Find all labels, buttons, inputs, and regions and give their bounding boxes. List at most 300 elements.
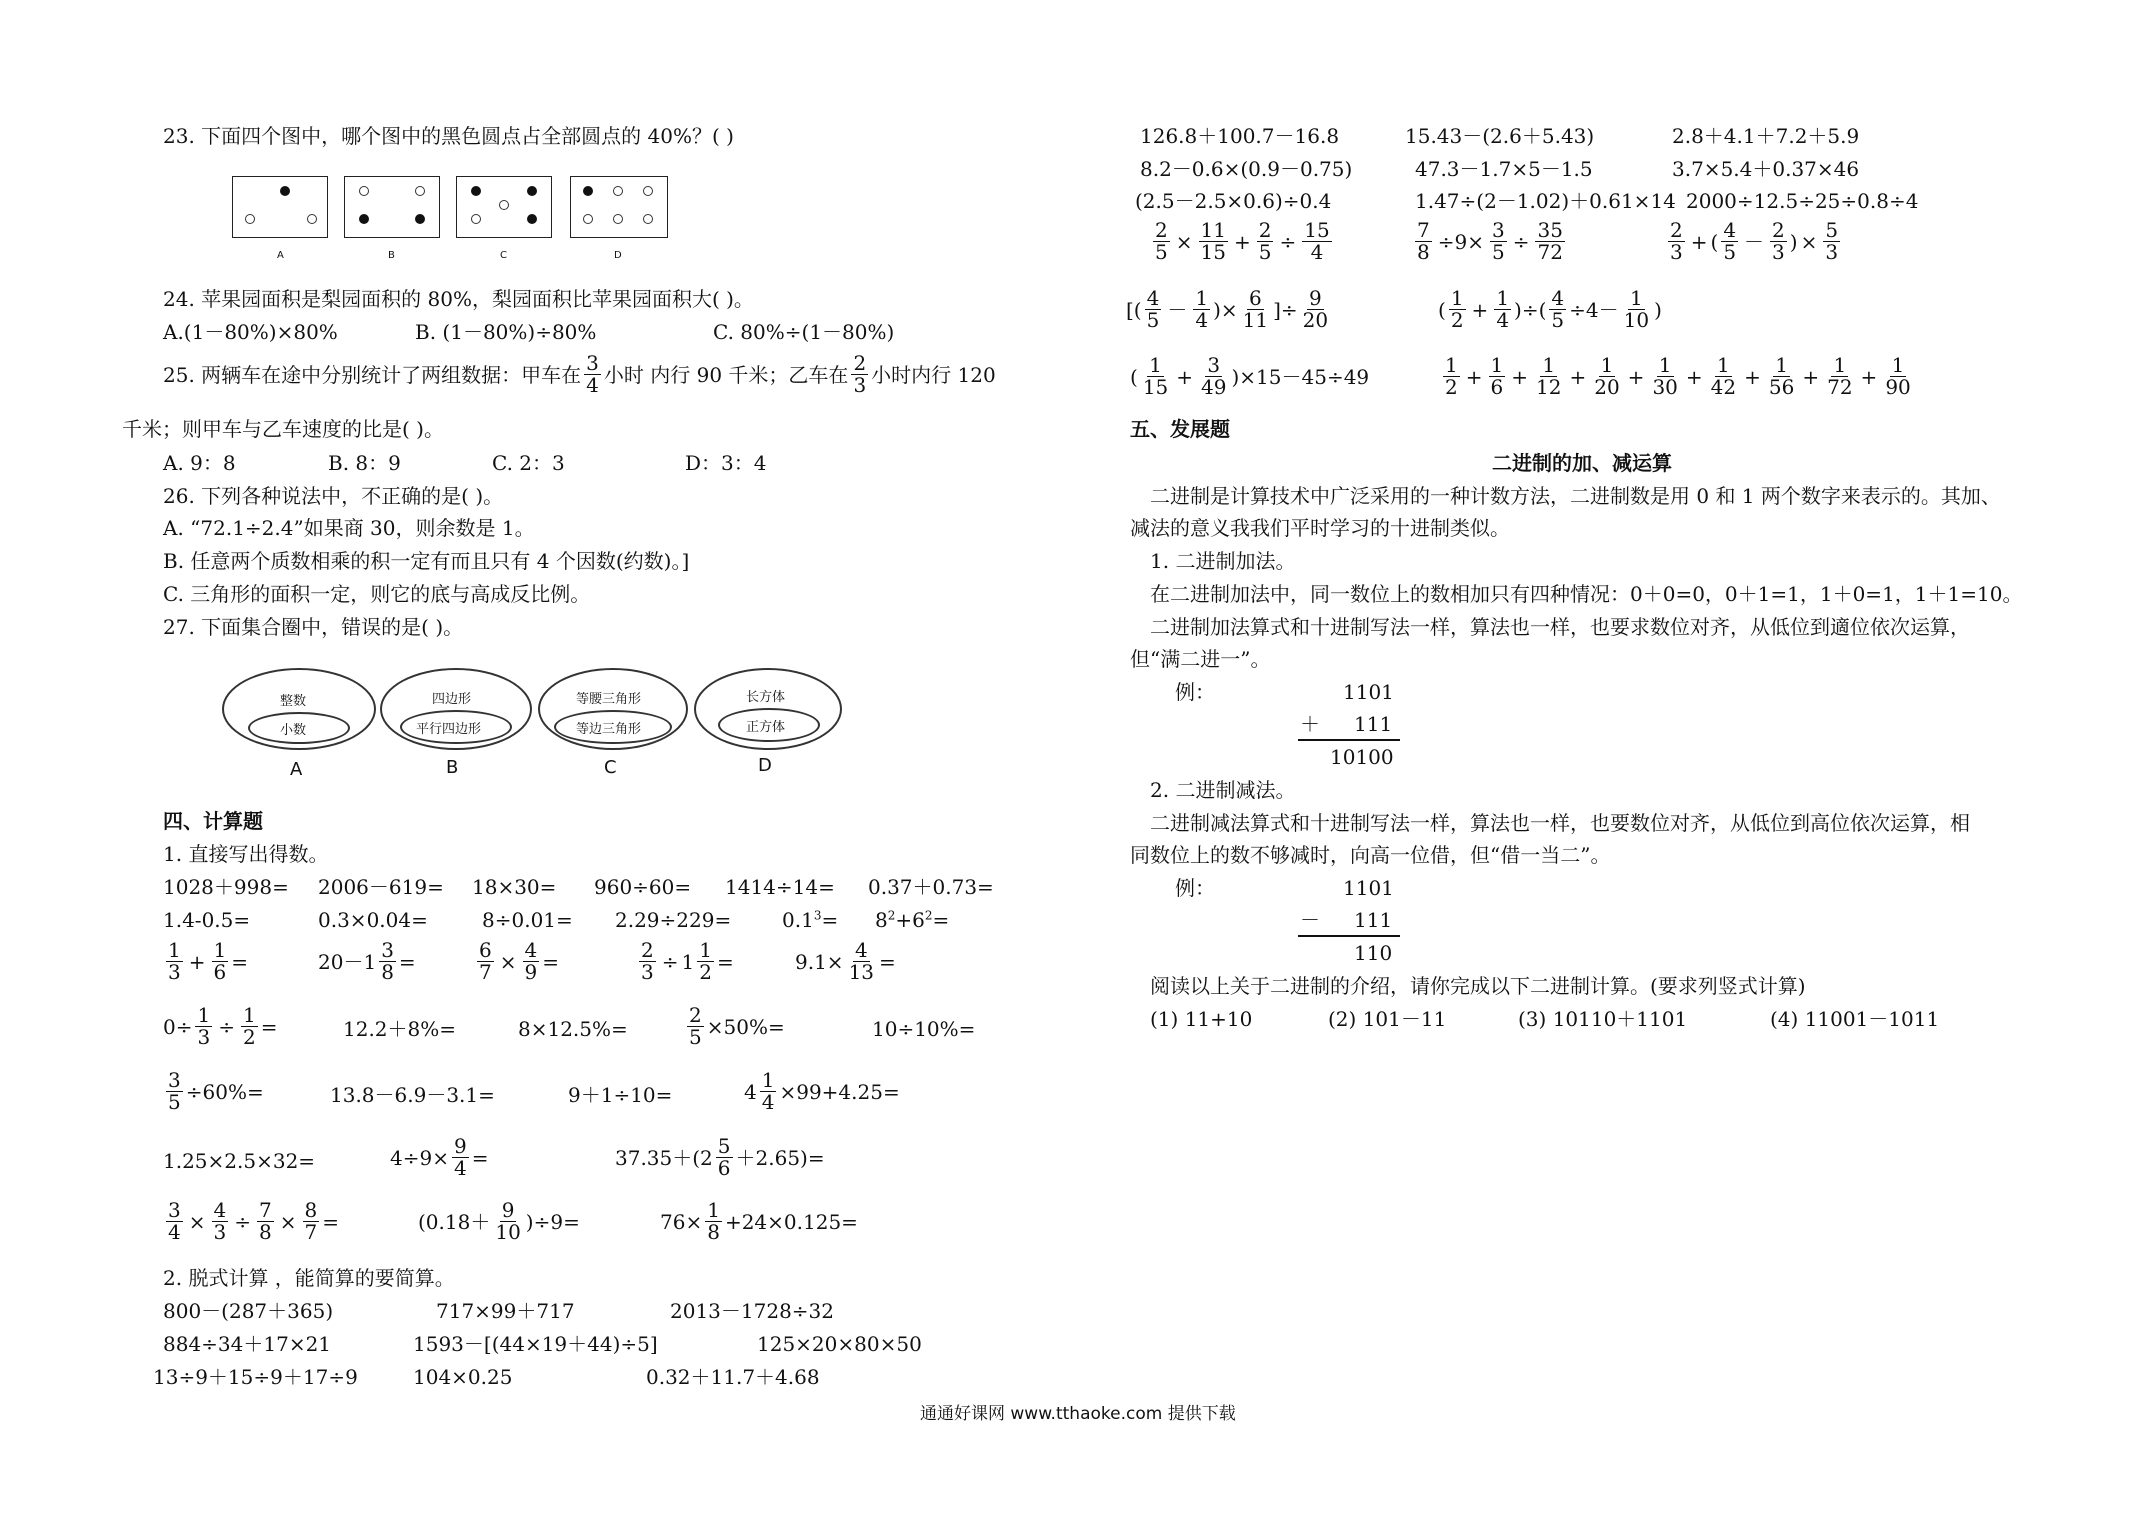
denominator: 11 <box>1242 308 1269 332</box>
calc-item: 47.3－1.7×5－1.5 <box>1415 157 1593 181</box>
numerator: 1 <box>1490 353 1504 377</box>
fraction <box>523 940 540 983</box>
calc-item <box>418 1200 580 1243</box>
black-dot <box>280 186 290 196</box>
section-5-title: 五、发展题 <box>1130 417 1230 441</box>
term: ÷60%= <box>185 1079 264 1104</box>
equals: = <box>821 908 839 932</box>
numerator: 1 <box>1630 286 1643 310</box>
denominator: 3 <box>853 373 867 397</box>
denominator: 5 <box>1146 308 1160 332</box>
fraction <box>493 1200 522 1243</box>
denominator: 72 <box>1537 240 1563 264</box>
set-circle-d <box>694 668 842 750</box>
equals: = <box>716 949 734 974</box>
operator: ÷ <box>661 949 679 974</box>
subsection-1-title: 1. 直接写出得数。 <box>163 842 329 866</box>
denominator: 5 <box>168 1090 181 1114</box>
binary-heading: 二进制的加、减运算 <box>1492 451 1672 475</box>
dice-d <box>570 176 668 238</box>
dice-c <box>456 176 552 238</box>
numerator: 3 <box>168 1068 181 1092</box>
calc-item-power <box>782 909 838 931</box>
numerator: 1 <box>213 938 227 962</box>
term: +6 <box>895 908 925 932</box>
subtraction-top: 1101 <box>1343 876 1394 900</box>
fraction <box>452 1136 469 1179</box>
denominator: 3 <box>168 960 181 984</box>
outer-set-label: 四边形 <box>432 692 472 707</box>
fraction <box>1825 355 1854 398</box>
operator: + <box>1860 364 1878 389</box>
set-label-b: B <box>446 757 459 778</box>
q25-part1: 25. 两辆车在途中分别统计了两组数据：甲车在 <box>163 362 582 387</box>
fraction <box>1770 220 1787 263</box>
subsection-title: 1. 二进制加法。 <box>1150 549 1296 573</box>
denominator: 3 <box>1772 240 1785 264</box>
numerator: 2 <box>853 351 867 375</box>
numerator: 9 <box>1309 286 1322 310</box>
calc-item <box>684 1005 785 1048</box>
fraction <box>687 1005 704 1048</box>
outer-set-label: 整数 <box>280 694 307 709</box>
denominator: 13 <box>848 960 875 984</box>
operator: )× <box>1213 297 1238 322</box>
numerator: 9 <box>453 1134 467 1158</box>
fraction <box>1534 355 1563 398</box>
fraction <box>1668 220 1685 263</box>
dice-label: B <box>388 250 395 261</box>
calc-item <box>1438 288 1662 331</box>
calc-item <box>390 1136 488 1179</box>
denominator: 5 <box>689 1025 702 1049</box>
fraction <box>1622 288 1651 331</box>
fraction <box>1592 355 1621 398</box>
denominator: 8 <box>707 1220 720 1244</box>
operator: ÷9× <box>1437 229 1484 254</box>
numerator: 1 <box>1445 353 1458 377</box>
calc-item: 1.25×2.5×32= <box>163 1149 316 1173</box>
operator: )÷( <box>1514 297 1547 322</box>
exponent: 2 <box>887 908 896 923</box>
calc-item: 2006－619= <box>318 875 444 899</box>
numerator: 5 <box>717 1134 731 1158</box>
denominator: 3 <box>1670 240 1683 264</box>
numerator: 4 <box>1723 218 1737 242</box>
numerator: 1 <box>1542 353 1556 377</box>
fraction <box>1415 220 1432 263</box>
numerator: 2 <box>641 938 654 962</box>
subtraction-operator: － <box>1300 908 1320 932</box>
fraction <box>1193 288 1210 331</box>
calc-item <box>1150 220 1335 263</box>
calc-item: 12.2＋8%= <box>343 1017 457 1041</box>
inner-set-label: 平行四边形 <box>416 722 482 737</box>
calc-item <box>1130 355 1369 398</box>
operator: × <box>1175 229 1193 254</box>
numerator: 2 <box>1155 218 1168 242</box>
inner-set-label: 等边三角形 <box>576 722 642 737</box>
calc-item: (2.5－2.5×0.6)÷0.4 <box>1135 189 1332 213</box>
q25-line2: 千米；则甲车与乙车速度的比是( )。 <box>122 417 444 441</box>
calc-item <box>636 940 734 983</box>
calc-item: 13÷9＋15÷9＋17÷9 <box>153 1365 358 1389</box>
q24-text: 24. 苹果园面积是梨园面积的 80%，梨园面积比苹果园面积大( )。 <box>163 287 754 311</box>
calc-item <box>474 940 559 983</box>
paragraph-line: 减法的意义我我们平时学习的十进制类似。 <box>1130 516 1510 540</box>
black-dot <box>527 214 537 224</box>
binary-task: (3) 10110＋1101 <box>1518 1007 1688 1031</box>
calc-item <box>744 1070 900 1113</box>
fraction <box>1535 220 1564 263</box>
denominator: 15 <box>1200 240 1226 264</box>
subtraction-rule <box>1298 935 1400 937</box>
q26-option-b: B. 任意两个质数相乘的积一定有而且只有 4 个因数(约数)。] <box>163 549 690 573</box>
numerator: 3 <box>168 1198 181 1222</box>
numerator: 1 <box>1717 353 1730 377</box>
calc-item: 2013－1728÷32 <box>670 1299 835 1323</box>
calc-item: 1028＋998= <box>163 875 289 899</box>
denominator: 5 <box>1155 240 1168 264</box>
numerator: 4 <box>854 938 868 962</box>
q26-option-a: A. “72.1÷2.4”如果商 30，则余数是 1。 <box>163 516 535 540</box>
operator: + <box>1627 364 1645 389</box>
dice-label: A <box>277 250 284 261</box>
denominator: 5 <box>1723 240 1737 264</box>
denominator: 15 <box>1142 375 1169 399</box>
denominator: 49 <box>1201 375 1227 399</box>
black-dot <box>471 186 481 196</box>
operator: ÷4－ <box>1569 297 1619 322</box>
term: 20－1 <box>318 949 377 974</box>
exponent: 3 <box>813 908 822 923</box>
term: 0÷ <box>163 1014 193 1039</box>
fraction <box>1301 288 1330 331</box>
numerator: 1 <box>168 938 181 962</box>
q25-option-d: D：3：4 <box>685 451 767 475</box>
denominator: 3 <box>197 1025 211 1049</box>
numerator: 2 <box>689 1003 702 1027</box>
denominator: 5 <box>1258 240 1272 264</box>
equals: = <box>260 1014 278 1039</box>
paragraph-line: 二进制是计算技术中广泛采用的一种计数方法，二进制数是用 0 和 1 两个数字来表示的。其加、 <box>1150 484 2001 508</box>
white-dot <box>643 186 653 196</box>
denominator: 4 <box>586 373 599 397</box>
subtraction-bottom: 111 <box>1354 908 1393 932</box>
numerator: 7 <box>1417 218 1430 242</box>
fraction <box>1449 288 1466 331</box>
numerator: 1 <box>1891 353 1905 377</box>
numerator: 15 <box>1304 218 1330 242</box>
fraction <box>1302 220 1331 263</box>
addition-operator: ＋ <box>1300 712 1320 736</box>
fraction <box>716 1136 733 1179</box>
operator: + <box>1233 229 1251 254</box>
set-circle-a <box>222 668 376 750</box>
paren: ( <box>1710 229 1719 254</box>
q24-option-b: B. (1－80%)÷80% <box>415 320 597 344</box>
denominator: 4 <box>168 1220 181 1244</box>
fraction <box>166 940 183 983</box>
calc-item: 125×20×80×50 <box>757 1332 922 1356</box>
denominator: 8 <box>259 1220 272 1244</box>
whole-number: 4 <box>744 1079 757 1104</box>
example-label: 例： <box>1175 680 1215 704</box>
white-dot <box>415 186 425 196</box>
operator: + <box>188 949 206 974</box>
denominator: 4 <box>1496 308 1510 332</box>
operator: + <box>1744 364 1761 389</box>
subsection-2-title: 2. 脱式计算 ，能简算的要简算。 <box>163 1266 455 1290</box>
denominator: 2 <box>1450 308 1464 332</box>
outer-set-label: 等腰三角形 <box>576 692 642 707</box>
dice-b <box>344 176 440 238</box>
set-circle-c <box>538 668 688 750</box>
black-dot <box>527 186 537 196</box>
calc-item: 884÷34＋17×21 <box>163 1332 332 1356</box>
white-dot <box>307 214 317 224</box>
q25-line1 <box>163 353 996 396</box>
calc-item: 8×12.5%= <box>518 1017 628 1041</box>
binary-task: (2) 101－11 <box>1328 1007 1447 1031</box>
calc-item: 2000÷12.5÷25÷0.8÷4 <box>1686 189 1919 213</box>
q23-text: 23. 下面四个图中，哪个图中的黑色圆点占全部圆点的 40%？( ) <box>163 124 734 148</box>
equals: = <box>322 1209 339 1234</box>
operator: + <box>1685 364 1703 389</box>
white-dot <box>471 214 481 224</box>
q26-text: 26. 下列各种说法中，不正确的是( )。 <box>163 484 504 508</box>
numerator: 35 <box>1537 218 1563 242</box>
fraction <box>1199 355 1228 398</box>
denominator: 4 <box>1195 308 1209 332</box>
numerator: 8 <box>304 1198 318 1222</box>
denominator: 3 <box>1825 240 1839 264</box>
numerator: 2 <box>1670 218 1683 242</box>
denominator: 10 <box>495 1220 521 1244</box>
denominator: 4 <box>761 1090 775 1114</box>
operator: × <box>499 949 517 974</box>
numerator: 1 <box>197 1003 211 1027</box>
operator: ÷ <box>1279 229 1297 254</box>
numerator: 1 <box>1833 353 1847 377</box>
numerator: 1 <box>707 1198 720 1222</box>
denominator: 6 <box>213 960 227 984</box>
term: 9.1× <box>795 949 844 974</box>
calc-item: 960÷60= <box>594 875 692 899</box>
operator: + <box>1176 364 1194 389</box>
calc-item <box>1665 220 1843 263</box>
white-dot <box>613 186 623 196</box>
dice-label: D <box>614 250 622 261</box>
fraction <box>1823 220 1840 263</box>
paragraph-line: 阅读以上关于二进制的介绍，请你完成以下二进制计算。(要求列竖式计算) <box>1150 974 1806 998</box>
equals: = <box>471 1145 489 1170</box>
section-4-title: 四、计算题 <box>163 809 263 833</box>
q25-part3: 小时内行 120 <box>871 362 996 387</box>
calc-item: 3.7×5.4＋0.37×46 <box>1672 157 1860 181</box>
white-dot <box>499 200 509 210</box>
denominator: 12 <box>1536 375 1562 399</box>
addition-result: 10100 <box>1330 745 1394 769</box>
term: (0.18＋ <box>418 1209 491 1234</box>
operator: + <box>1511 364 1528 389</box>
fraction <box>1489 355 1506 398</box>
numerator: 3 <box>381 938 394 962</box>
fraction <box>1490 220 1507 263</box>
denominator: 5 <box>1551 308 1565 332</box>
fraction <box>1650 355 1679 398</box>
q25-part2: 小时 内行 90 千米；乙车在 <box>603 362 849 387</box>
calc-item: 717×99＋717 <box>436 1299 575 1323</box>
dice-label: C <box>500 250 507 261</box>
binary-task: (4) 11001－1011 <box>1770 1007 1940 1031</box>
numerator: 9 <box>501 1198 515 1222</box>
white-dot <box>583 214 593 224</box>
fraction <box>195 1005 212 1048</box>
fraction <box>705 1200 722 1243</box>
q27-text: 27. 下面集合圈中，错误的是( )。 <box>163 615 464 639</box>
equals: = <box>231 949 248 974</box>
calc-item <box>615 1136 825 1179</box>
denominator: 42 <box>1710 375 1737 399</box>
calc-item <box>163 940 248 983</box>
calc-item: 800－(287＋365) <box>163 1299 334 1323</box>
q24-option-a: A.(1－80%)×80% <box>163 320 338 344</box>
calc-item: 126.8＋100.7－16.8 <box>1140 124 1340 148</box>
q26-option-c: C. 三角形的面积一定，则它的底与高成反比例。 <box>163 582 591 606</box>
numerator: 4 <box>1146 286 1160 310</box>
black-dot <box>583 186 593 196</box>
denominator: 4 <box>1310 240 1324 264</box>
denominator: 90 <box>1885 375 1911 399</box>
addition-top: 1101 <box>1343 680 1394 704</box>
calc-item: 1593－[(44×19＋44)÷5] <box>413 1332 658 1356</box>
fraction <box>166 1070 183 1113</box>
fraction <box>212 1200 229 1243</box>
term: ×99+4.25= <box>779 1079 900 1104</box>
outer-set-label: 长方体 <box>746 690 786 705</box>
calc-item: 104×0.25 <box>413 1365 513 1389</box>
set-label-a: A <box>290 759 303 780</box>
term: )×15－45÷49 <box>1231 364 1370 389</box>
calc-item: 9＋1÷10= <box>568 1083 673 1107</box>
equals: = <box>879 949 896 974</box>
calc-item: 15.43－(2.6＋5.43) <box>1405 124 1595 148</box>
black-dot <box>415 214 425 224</box>
calc-item <box>660 1200 858 1243</box>
numerator: 1 <box>1600 353 1614 377</box>
calc-item: 0.37＋0.73= <box>868 875 994 899</box>
calc-item: 0.3×0.04= <box>318 908 428 932</box>
fraction <box>379 940 396 983</box>
set-label-c: C <box>604 757 617 778</box>
fraction <box>1883 355 1912 398</box>
subtraction-result: 110 <box>1354 941 1393 965</box>
fraction <box>1145 288 1162 331</box>
term: +24×0.125= <box>724 1209 858 1234</box>
numerator: 1 <box>1450 286 1464 310</box>
paren: ( <box>1438 297 1446 322</box>
calc-item <box>163 1005 277 1048</box>
equals: = <box>398 949 416 974</box>
fraction <box>1141 355 1170 398</box>
exponent: 2 <box>924 908 933 923</box>
fraction <box>1549 288 1566 331</box>
operator: + <box>1802 364 1820 389</box>
numerator: 1 <box>242 1003 256 1027</box>
numerator: 4 <box>1551 286 1565 310</box>
numerator: 1 <box>1496 286 1510 310</box>
paragraph-line: 同数位上的数不够减时，向高一位借，但“借一当二”。 <box>1130 843 1611 867</box>
fraction <box>166 1200 183 1243</box>
paragraph-line: 在二进制加法中，同一数位上的数相加只有四种情况：0＋0=0，0＋1=1，1＋0=1，1＋1=10。 <box>1150 582 2023 606</box>
q25-option-c: C. 2：3 <box>492 451 565 475</box>
denominator: 2 <box>1445 375 1458 399</box>
fraction <box>847 940 876 983</box>
denominator: 30 <box>1652 375 1678 399</box>
numerator: 1 <box>1195 286 1209 310</box>
calc-item: 1414÷14= <box>725 875 835 899</box>
calc-item: 18×30= <box>472 875 557 899</box>
calc-item <box>163 1070 264 1113</box>
numerator: 6 <box>1249 286 1262 310</box>
addition-bottom: 111 <box>1354 712 1393 736</box>
calc-item: 1.4-0.5= <box>163 908 251 932</box>
numerator: 1 <box>761 1068 775 1092</box>
denominator: 3 <box>641 960 654 984</box>
calc-item: 10÷10%= <box>872 1017 976 1041</box>
whole-number: 1 <box>681 949 695 974</box>
term: ＋2.65)= <box>735 1145 825 1170</box>
bracket: [( <box>1126 297 1142 322</box>
example-label: 例： <box>1175 876 1215 900</box>
operator: ÷ <box>218 1014 235 1039</box>
white-dot <box>643 214 653 224</box>
calc-item: 13.8－6.9－3.1= <box>330 1083 495 1107</box>
fraction <box>1721 220 1738 263</box>
operator: ÷ <box>1512 229 1530 254</box>
denominator: 5 <box>1491 240 1505 264</box>
equals: = <box>542 949 559 974</box>
calc-item <box>163 1200 339 1243</box>
q25-option-b: B. 8：9 <box>328 451 401 475</box>
numerator: 2 <box>1772 218 1785 242</box>
fraction <box>303 1200 320 1243</box>
calc-item <box>318 940 416 983</box>
white-dot <box>359 186 369 196</box>
calc-item: 1.47÷(2－1.02)＋0.61×14 <box>1415 189 1676 213</box>
fraction <box>212 940 229 983</box>
operator: + <box>1471 297 1489 322</box>
numerator: 1 <box>1149 353 1162 377</box>
base: 0.1 <box>782 908 814 932</box>
q25-option-a: A. 9：8 <box>163 451 236 475</box>
fraction <box>257 1200 274 1243</box>
calc-item: 8÷0.01= <box>482 908 573 932</box>
denominator: 6 <box>1490 375 1504 399</box>
operator: + <box>1465 364 1483 389</box>
paragraph-line: 但“满二进一”。 <box>1130 647 1271 671</box>
term: 37.35＋(2 <box>615 1145 713 1170</box>
fraction <box>1767 355 1796 398</box>
term: ×50%= <box>706 1014 785 1039</box>
operator: × <box>1800 229 1818 254</box>
subsection-title: 2. 二进制减法。 <box>1150 778 1296 802</box>
fraction <box>697 940 714 983</box>
fraction <box>241 1005 258 1048</box>
paren: ) <box>1654 297 1662 322</box>
calc-item: 8.2－0.6×(0.9－0.75) <box>1140 157 1353 181</box>
